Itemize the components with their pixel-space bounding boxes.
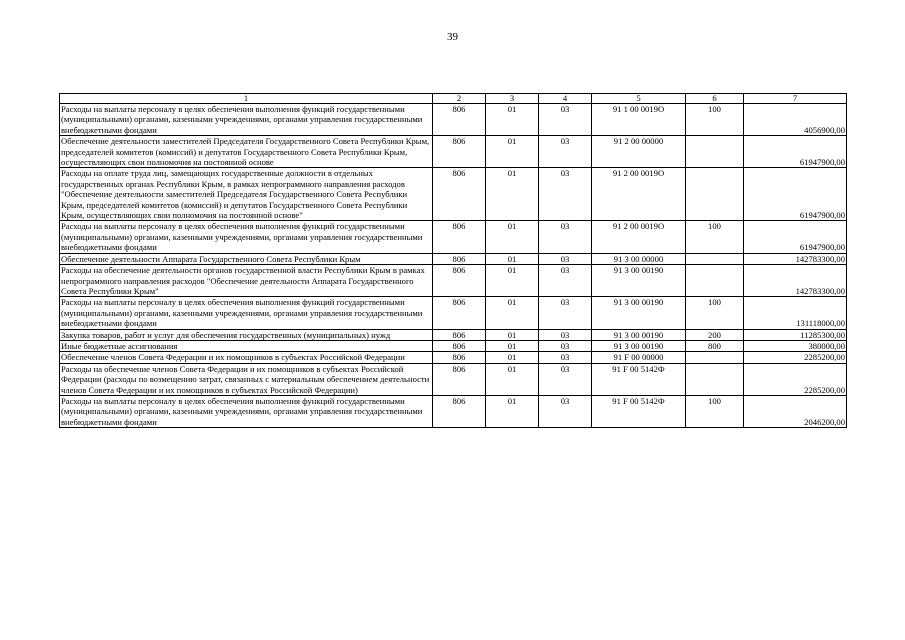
table-row xyxy=(60,297,847,329)
target-item-cell: 91 2 00 0019О xyxy=(592,221,686,253)
expense-type-cell: 200 xyxy=(686,329,744,340)
expense-type-cell: 100 xyxy=(686,221,744,253)
column-header: 5 xyxy=(592,94,686,104)
table-row xyxy=(60,329,847,340)
expense-name-cell: Иные бюджетные ассигнования xyxy=(60,340,433,351)
expense-type-cell xyxy=(686,136,744,168)
target-item-cell: 91 2 00 00000 xyxy=(592,136,686,168)
section-code-cell: 01 xyxy=(486,297,539,329)
expense-name-cell: Расходы на обеспечение деятельности органов государственной власти Республики Крым в рамках непрограммного направления расходов "Обеспечение деятельности Аппарата Государственного Совета Республики Крым" xyxy=(60,265,433,297)
subsection-code-cell: 03 xyxy=(539,340,592,351)
section-code-cell: 01 xyxy=(486,363,539,395)
section-code-cell: 01 xyxy=(486,136,539,168)
expense-name-cell: Расходы на обеспечение членов Совета Федерации и их помощников в субъектах Российской Федерации (расходы по возмещению затрат, связанных с материальным обеспечением деятельности членов Совета Федерации и их помощников в субъектах Российской Федерации) xyxy=(60,363,433,395)
expense-type-cell xyxy=(686,352,744,363)
expense-name-cell: Обеспечение деятельности Аппарата Государственного Совета Республики Крым xyxy=(60,253,433,264)
amount-cell: 142783300,00 xyxy=(744,265,847,297)
ministry-code-cell: 806 xyxy=(433,136,486,168)
expense-type-cell: 100 xyxy=(686,297,744,329)
subsection-code-cell: 03 xyxy=(539,168,592,221)
table-row xyxy=(60,363,847,395)
amount-cell: 4056900,00 xyxy=(744,104,847,136)
expense-type-cell: 100 xyxy=(686,395,744,427)
amount-cell: 61947900,00 xyxy=(744,168,847,221)
subsection-code-cell: 03 xyxy=(539,297,592,329)
expense-name-cell: Закупка товаров, работ и услуг для обеспечения государственных (муниципальных) нужд xyxy=(60,329,433,340)
target-item-cell: 91 3 00 00190 xyxy=(592,329,686,340)
target-item-cell: 91 F 00 5142Ф xyxy=(592,395,686,427)
expense-type-cell xyxy=(686,265,744,297)
table-row xyxy=(60,340,847,351)
ministry-code-cell: 806 xyxy=(433,265,486,297)
expense-type-cell xyxy=(686,168,744,221)
target-item-cell: 91 F 00 5142Ф xyxy=(592,363,686,395)
column-header: 2 xyxy=(433,94,486,104)
expense-name-cell: Расходы на выплаты персоналу в целях обеспечения выполнения функций государственными (муниципальными) органами, казенными учреждениями, органами управления государственными внебюджетными фондами xyxy=(60,104,433,136)
target-item-cell: 91 3 00 00190 xyxy=(592,265,686,297)
section-code-cell: 01 xyxy=(486,168,539,221)
ministry-code-cell: 806 xyxy=(433,329,486,340)
expense-name-cell: Расходы на выплаты персоналу в целях обеспечения выполнения функций государственными (муниципальными) органами, казенными учреждениями, органами управления государственными внебюджетными фондами xyxy=(60,221,433,253)
budget-table xyxy=(59,93,847,428)
target-item-cell: 91 2 00 0019О xyxy=(592,168,686,221)
target-item-cell: 91 1 00 0019О xyxy=(592,104,686,136)
expense-type-cell: 100 xyxy=(686,104,744,136)
column-header: 4 xyxy=(539,94,592,104)
amount-cell: 2285200,00 xyxy=(744,352,847,363)
section-code-cell: 01 xyxy=(486,104,539,136)
table-row xyxy=(60,104,847,136)
expense-name-cell: Расходы на оплате труда лиц, замещающих государственные должности в отдельных государственных органах Республики Крым, в рамках непрограммного направления расходов "Обеспечение деятельности заместителей Председателя Государственного Совета Республики Крым, председателей комитетов (комиссий) и депутатов Государственного Совета Республики Крым, осуществляющих свои полномочия на постоянной основе" xyxy=(60,168,433,221)
expense-type-cell xyxy=(686,363,744,395)
ministry-code-cell: 806 xyxy=(433,253,486,264)
expense-type-cell: 800 xyxy=(686,340,744,351)
subsection-code-cell: 03 xyxy=(539,265,592,297)
amount-cell: 11285300,00 xyxy=(744,329,847,340)
ministry-code-cell: 806 xyxy=(433,168,486,221)
column-header: 1 xyxy=(60,94,433,104)
subsection-code-cell: 03 xyxy=(539,136,592,168)
target-item-cell: 91 F 00 00000 xyxy=(592,352,686,363)
expense-name-cell: Обеспечение членов Совета Федерации и их помощников в субъектах Российской Федерации xyxy=(60,352,433,363)
table-row xyxy=(60,352,847,363)
amount-cell: 380000,00 xyxy=(744,340,847,351)
target-item-cell: 91 3 00 00190 xyxy=(592,340,686,351)
amount-cell: 142783300,00 xyxy=(744,253,847,264)
subsection-code-cell: 03 xyxy=(539,329,592,340)
ministry-code-cell: 806 xyxy=(433,363,486,395)
ministry-code-cell: 806 xyxy=(433,221,486,253)
subsection-code-cell: 03 xyxy=(539,352,592,363)
table-row xyxy=(60,253,847,264)
ministry-code-cell: 806 xyxy=(433,297,486,329)
ministry-code-cell: 806 xyxy=(433,352,486,363)
section-code-cell: 01 xyxy=(486,340,539,351)
target-item-cell: 91 3 00 00190 xyxy=(592,297,686,329)
section-code-cell: 01 xyxy=(486,352,539,363)
column-header: 6 xyxy=(686,94,744,104)
subsection-code-cell: 03 xyxy=(539,363,592,395)
amount-cell: 61947900,00 xyxy=(744,221,847,253)
subsection-code-cell: 03 xyxy=(539,395,592,427)
section-code-cell: 01 xyxy=(486,329,539,340)
expense-name-cell: Расходы на выплаты персоналу в целях обеспечения выполнения функций государственными (муниципальными) органами, казенными учреждениями, органами управления государственными внебюджетными фондами xyxy=(60,395,433,427)
table-row xyxy=(60,136,847,168)
subsection-code-cell: 03 xyxy=(539,221,592,253)
expense-name-cell: Расходы на выплаты персоналу в целях обеспечения выполнения функций государственными (муниципальными) органами, казенными учреждениями, органами управления государственными внебюджетными фондами xyxy=(60,297,433,329)
table-row xyxy=(60,168,847,221)
subsection-code-cell: 03 xyxy=(539,253,592,264)
subsection-code-cell: 03 xyxy=(539,104,592,136)
section-code-cell: 01 xyxy=(486,265,539,297)
table-row xyxy=(60,265,847,297)
column-header: 7 xyxy=(744,94,847,104)
ministry-code-cell: 806 xyxy=(433,104,486,136)
table-header-row xyxy=(60,94,847,104)
table-row xyxy=(60,221,847,253)
expense-name-cell: Обеспечение деятельности заместителей Председателя Государственного Совета Республики Крым, председателей комитетов (комиссий) и депутатов Государственного Совета Республики Крым, осуществляющих свои полномочия на постоянной основе xyxy=(60,136,433,168)
section-code-cell: 01 xyxy=(486,253,539,264)
column-header: 3 xyxy=(486,94,539,104)
page-number: 39 xyxy=(447,31,458,43)
amount-cell: 61947900,00 xyxy=(744,136,847,168)
expense-type-cell xyxy=(686,253,744,264)
ministry-code-cell: 806 xyxy=(433,395,486,427)
section-code-cell: 01 xyxy=(486,221,539,253)
amount-cell: 131118000,00 xyxy=(744,297,847,329)
amount-cell: 2046200,00 xyxy=(744,395,847,427)
ministry-code-cell: 806 xyxy=(433,340,486,351)
amount-cell: 2285200,00 xyxy=(744,363,847,395)
section-code-cell: 01 xyxy=(486,395,539,427)
target-item-cell: 91 3 00 00000 xyxy=(592,253,686,264)
table-row xyxy=(60,395,847,427)
